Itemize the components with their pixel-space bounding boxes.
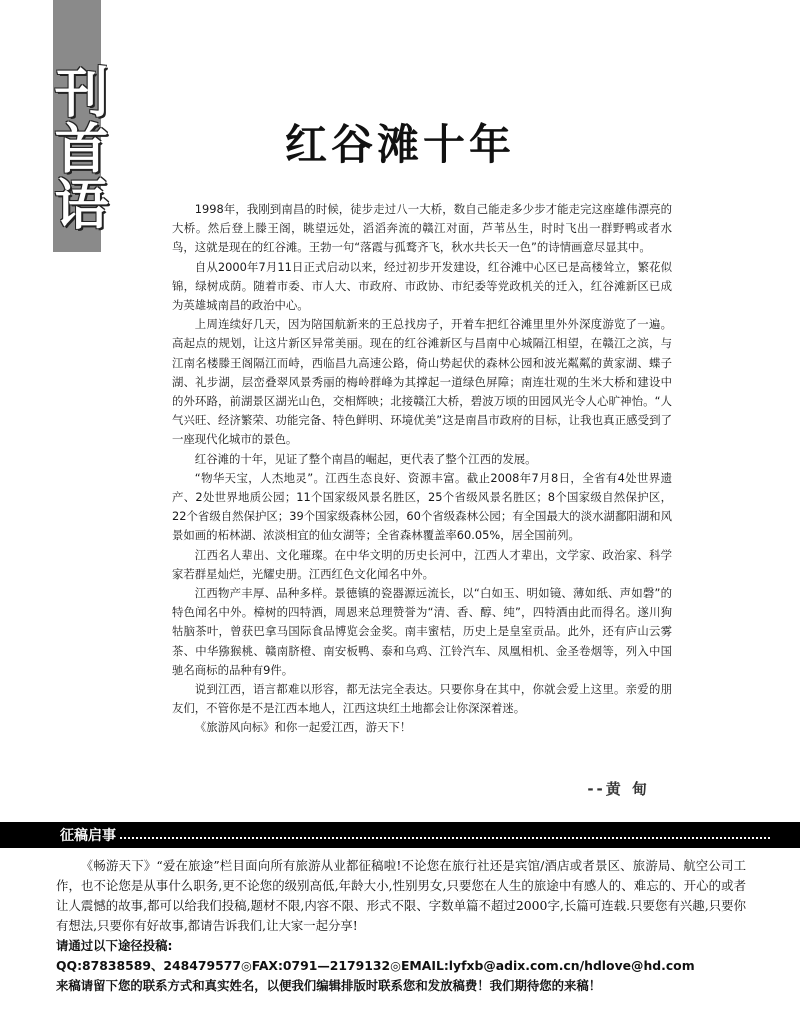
article-paragraph: 江西名人辈出、文化璀璨。在中华文明的历史长河中，江西人才辈出，文学家、政治家、科学家若群星灿烂，光耀史册。江西红色文化闻名中外。 — [172, 547, 672, 581]
article-paragraph: 红谷滩的十年，见证了整个南昌的崛起，更代表了整个江西的发展。 — [194, 451, 537, 466]
call-body: 《畅游天下》“爱在旅途”栏目面向所有旅游从业都征稿啦!不论您在旅行社还是宾馆/酒店或者景区、旅游局、航空公司工作，也不论您是从事什么职务,更不论您的级别高低,年龄大小,性别男女,只要您在人生的旅途中有感人的、难忘的、开心的或者让人震憾的故事,都可以给我们投稿,题材不限,内容不限、形式不限、字数单篇不超过2000字,长篇可连载.只要您有兴趣,只要你有想法,只要你有好故事,都请告诉我们,让大家一起分享! — [56, 858, 746, 933]
section-label: 刊首语 — [46, 64, 109, 232]
article-body — [172, 200, 672, 738]
submit-heading: 请通过以下途径投稿: — [56, 938, 173, 953]
article-paragraph: 自从2000年7月11日正式启动以来，经过初步开发建设，红谷滩中心区已是高楼耸立，繁花似锦，绿树成荫。随着市委、市人大、市政府、市政协、市纪委等党政机关的迁入，红谷滩新区已成为英雄城南昌的政治中心。 — [172, 259, 672, 313]
article-paragraph: 《旅游风向标》和你一起爱江西，游天下！ — [194, 720, 412, 735]
article-paragraph: 上周连续好几天，因为陪国航新来的王总找房子，开着车把红谷滩里里外外深度游览了一遍。高起点的规划，让这片新区异常美丽。现在的红谷滩新区与昌南中心城隔江相望，在赣江之滨，与江南名楼滕王阁隔江而峙，西临昌九高速公路，倚山势起伏的森林公园和波光粼粼的黄家湖、蝶子湖、礼步湖，层峦叠翠风景秀丽的梅岭群峰为其撑起一道绿色屏障；南连壮观的生米大桥和建设中的外环路，前湖景区湖光山色，交相辉映；北接赣江大桥，碧波万顷的田园风光令人心旷神怡。“人气兴旺、经济繁荣、功能完备、特色鲜明、环境优美”这是南昌市政府的目标，让我也真正感受到了一座现代化城市的景色。 — [172, 317, 672, 447]
closing-note: 来稿请留下您的联系方式和真实姓名，以便我们编辑排版时联系您和发放稿费！我们期待您的来稿！ — [56, 978, 602, 993]
article-paragraph: “物华天宝，人杰地灵”。江西生态良好、资源丰富。截止2008年7月8日，全省有4处世界遗产、2处世界地质公园；11个国家级风景名胜区，25个省级风景名胜区；8个国家级自然保护区，22个省级自然保护区；39个国家级森林公园，60个省级森林公园；有全国最大的淡水湖鄱阳湖和风景如画的柘林湖、浓淡相宜的仙女湖等；全省森林覆盖率60.05%，居全国前列。 — [172, 470, 672, 543]
article-paragraph: 1998年，我刚到南昌的时候，徒步走过八一大桥，数自己能走多少步才能走完这座雄伟漂亮的大桥。然后登上滕王阁，眺望远处，滔滔奔流的赣江对面，芦苇丛生，时时飞出一群野鸭或者水鸟，这就是现在的红谷滩。王勃一句“落霞与孤鹜齐飞，秋水共长天一色”的诗情画意尽显其中。 — [172, 202, 672, 255]
contact-details: QQ:87838589、248479577◎FAX:0791—2179132◎EMAIL:lyfxb@adix.com.cn/hdlove@hd.com — [56, 958, 695, 973]
article-paragraph: 江西物产丰厚、品种多样。景德镇的瓷器源远流长，以“白如玉、明如镜、薄如纸、声如磬”的特色闻名中外。樟树的四特酒，周恩来总理赞誉为“清、香、醇、纯”，四特酒由此而得名。遂川狗牯脑茶叶，曾获巴拿马国际食品博览会金奖。南丰蜜桔，历史上是皇室贡品。此外，还有庐山云雾茶、中华猕猴桃、赣南脐橙、南安板鸭、泰和乌鸡、江铃汽车、凤凰相机、金圣卷烟等，列入中国驰名商标的品种有9件。 — [172, 586, 672, 677]
call-for-papers — [56, 856, 746, 996]
article-title: 红谷滩十年 — [284, 120, 515, 169]
call-for-papers-banner — [0, 822, 800, 848]
author-signature: --黄 甸 — [587, 780, 650, 798]
banner-title: 征稿启事 — [60, 828, 116, 844]
banner-dotted-rule — [120, 837, 770, 839]
article-paragraph: 说到江西，语言都难以形容，都无法完全表达。只要你身在其中，你就会爱上这里。亲爱的朋友们，不管你是不是江西本地人，江西这块红土地都会让你深深着迷。 — [172, 682, 672, 716]
